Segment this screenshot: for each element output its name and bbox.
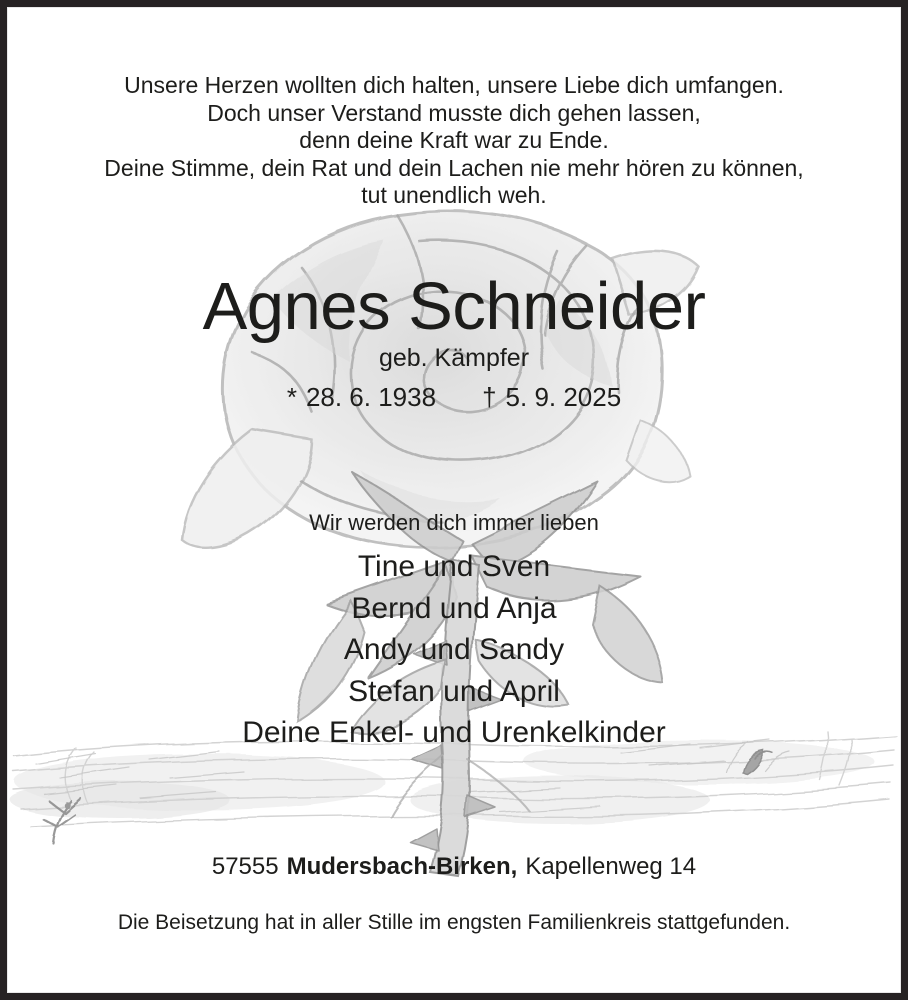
poem-line: Doch unser Verstand musste dich gehen lassen, [207, 99, 701, 126]
died-dagger-icon: † [482, 382, 497, 412]
death-date: 5. 9. 2025 [505, 382, 622, 412]
mourner-line: Andy und Sandy [343, 633, 565, 666]
mourner-line: Tine und Sven [357, 550, 551, 583]
birth-date: 28. 6. 1938 [305, 382, 437, 412]
birth-date-group [287, 381, 436, 413]
mourners-list [0, 546, 908, 754]
farewell-line: Wir werden dich immer lieben [309, 510, 599, 535]
mourner-line: Bernd und Anja [351, 591, 557, 625]
poem-line: Deine Stimme, dein Rat und dein Lachen nie mehr hören zu können, [104, 154, 804, 181]
life-dates [0, 381, 908, 413]
poem-line: denn deine Kraft war zu Ende. [299, 127, 609, 154]
opening-poem [0, 72, 908, 210]
address-line [0, 853, 908, 881]
deceased-name: Agnes Schneider [202, 269, 706, 344]
maiden-name: geb. Kämpfer [378, 344, 530, 372]
funeral-note: Die Beisetzung hat in aller Stille im engsten Familienkreis stattgefunden. [117, 911, 791, 934]
poem-line: Unsere Herzen wollten dich halten, unsere Liebe dich umfangen. [124, 72, 784, 98]
mourner-line: Stefan und April [348, 674, 560, 708]
death-date-group [482, 381, 621, 413]
mourner-line: Deine Enkel- und Urenkelkinder [242, 716, 666, 749]
street: Kapellenweg 14 [525, 853, 697, 880]
postal-code: 57555 [211, 853, 279, 880]
poem-line: tut unendlich weh. [361, 182, 547, 209]
born-asterisk-icon: * [286, 382, 297, 412]
locality: Mudersbach-Birken, [286, 853, 518, 880]
